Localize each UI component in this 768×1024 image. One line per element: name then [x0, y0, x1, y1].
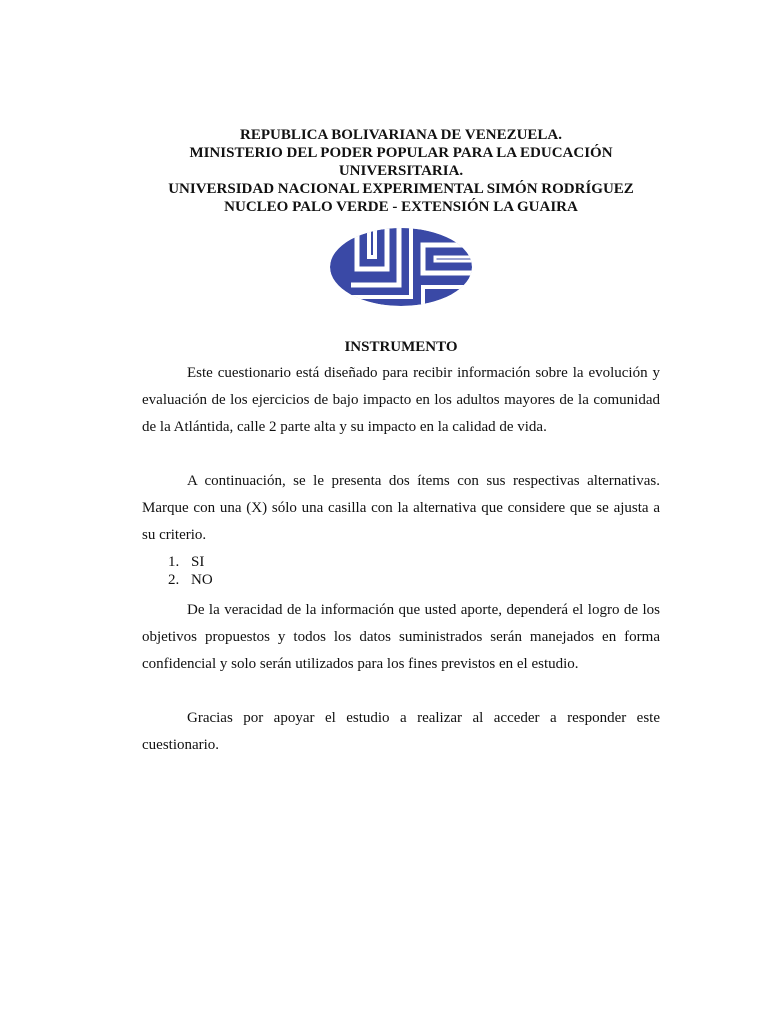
option-label: SI	[191, 554, 205, 570]
option-number: 2.	[168, 572, 180, 588]
header-line-university: UNIVERSIDAD NACIONAL EXPERIMENTAL SIMÓN RODRÍGUEZ	[168, 181, 634, 197]
list-item	[168, 553, 660, 571]
logo-container	[142, 227, 660, 307]
section-title: INSTRUMENTO	[344, 339, 458, 355]
header-line-country: REPUBLICA BOLIVARIANA DE VENEZUELA.	[239, 127, 563, 143]
header-line-ministry: MINISTERIO DEL PODER POPULAR PARA LA EDUCACIÓN	[189, 145, 613, 161]
thanks-paragraph: Gracias por apoyar el estudio a realizar al acceder a responder este cuestionario.	[142, 710, 660, 753]
unesr-logo-icon	[329, 227, 473, 307]
header-line-ministry-cont: UNIVERSITARIA.	[338, 163, 464, 179]
institution-header	[142, 126, 660, 216]
answer-options-list	[142, 553, 660, 589]
list-item	[168, 571, 660, 589]
option-number: 1.	[168, 554, 180, 570]
instructions-paragraph: A continuación, se le presenta dos ítems con sus respectivas alternativas. Marque con una (X) sólo una casilla con la alternativa que considere que se ajusta a su criterio.	[142, 473, 660, 543]
confidentiality-paragraph: De la veracidad de la información que usted aporte, dependerá el logro de los objetivos propuestos y todos los datos suministrados serán manejados en forma confidencial y solo serán utilizados para los fines previstos en el estudio.	[142, 602, 660, 672]
option-label: NO	[191, 572, 213, 588]
document-page	[142, 126, 660, 759]
header-line-campus: NUCLEO PALO VERDE - EXTENSIÓN LA GUAIRA	[224, 199, 578, 215]
intro-paragraph: Este cuestionario está diseñado para recibir información sobre la evolución y evaluación de los ejercicios de bajo impacto en los adultos mayores de la comunidad de la Atlántida, calle 2 parte alta y su impacto en la calidad de vida.	[142, 365, 660, 435]
